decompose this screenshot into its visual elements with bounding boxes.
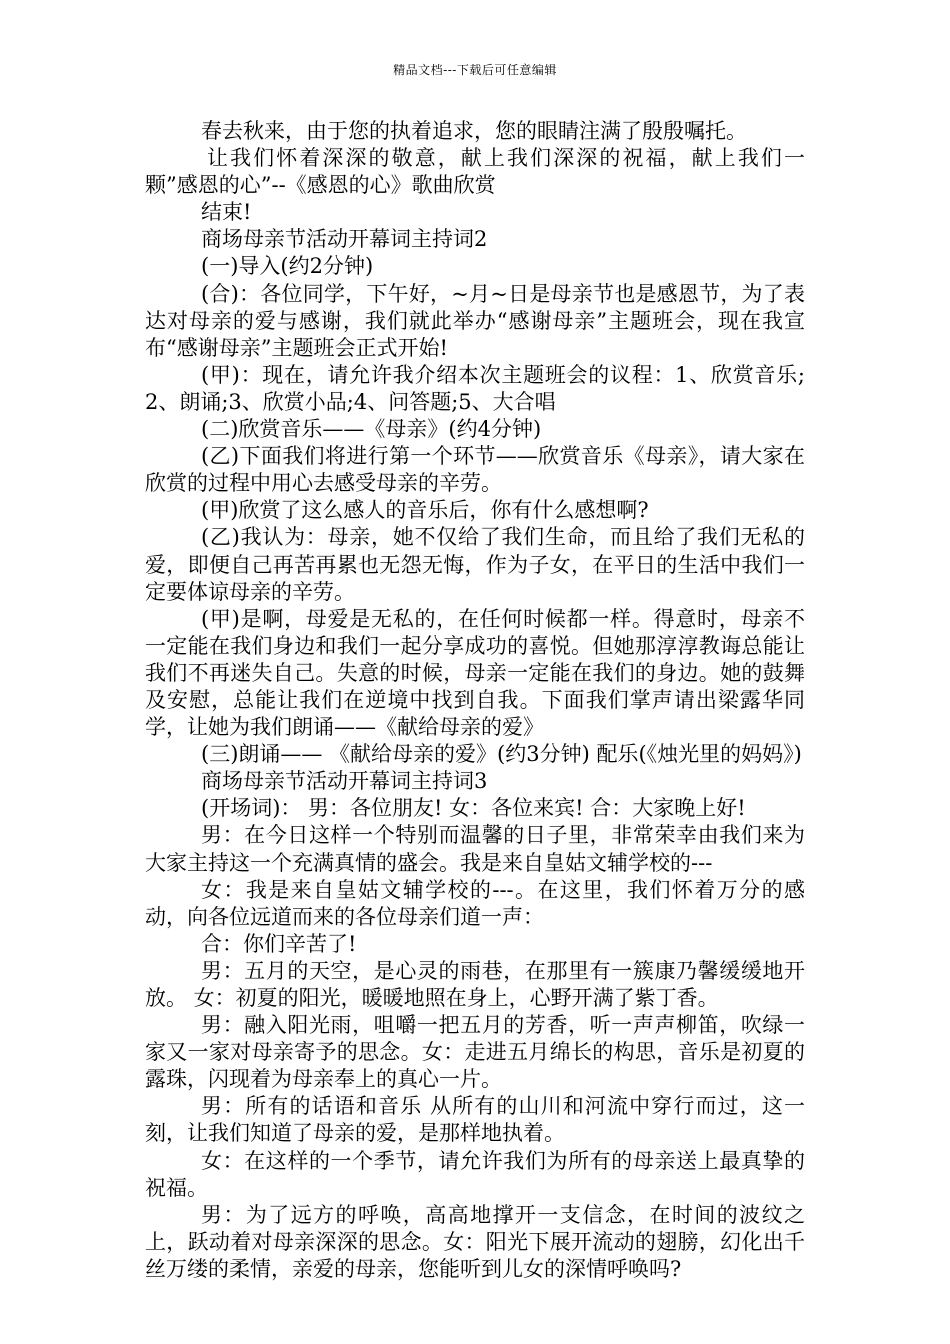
paragraph-5: (一)导入(约2分钟) <box>201 254 374 279</box>
paragraph-13: (三)朗诵—— 《献给母亲的爱》(约3分钟) 配乐(《烛光里的妈妈》) <box>201 742 802 767</box>
paragraph-11: (乙)我认为：母亲，她不仅给了我们生命，而且给了我们无私的爱，即便自己再苦再累也无怨无悔，作为子女，在平日的生活中我们一定要体谅母亲的辛劳。 <box>145 525 805 604</box>
paragraph-22: 女：在这样的一个季节，请允许我们为所有的母亲送上最真挚的祝福。 <box>145 1148 805 1200</box>
page-header: 精品文档---下载后可任意编辑 <box>393 63 557 77</box>
paragraph-19: 男：五月的天空，是心灵的雨巷，在那里有一簇康乃馨缓缓地开放。 女：初夏的阳光，暖暖地照在身上，心野开满了紫丁香。 <box>145 958 805 1010</box>
paragraph-15: (开场词)： 男：各位朋友! 女：各位来宾! 合：大家晚上好! <box>201 796 746 821</box>
paragraph-3: 结束! <box>201 200 252 225</box>
section-heading-3: 商场母亲节活动开幕词主持词3 <box>201 769 488 794</box>
section-heading-2: 商场母亲节活动开幕词主持词2 <box>201 227 488 252</box>
paragraph-6: (合)：各位同学，下午好，~月~日是母亲节也是感恩节，为了表达对母亲的爱与感谢，我们就此举办“感谢母亲”主题班会，现在我宣布“感谢母亲”主题班会正式开始! <box>145 281 805 360</box>
paragraph-18: 合：你们辛苦了! <box>201 931 357 956</box>
paragraph-1: 春去秋来，由于您的执着追求，您的眼睛注满了殷殷嘱托。 <box>201 119 747 143</box>
paragraph-7: (甲)：现在，请允许我介绍本次主题班会的议程：1、欣赏音乐;2、朗诵;3、欣赏小品;4、问答题;5、大合唱 <box>145 362 805 414</box>
paragraph-2: 让我们怀着深深的敬意，献上我们深深的祝福，献上我们一颗”感恩的心”--《感恩的心》歌曲欣赏 <box>145 146 805 198</box>
paragraph-16: 男：在今日这样一个特别而温馨的日子里，非常荣幸由我们来为大家主持这一个充满真情的盛会。我是来自皇姑文辅学校的--- <box>145 823 805 875</box>
paragraph-20: 男：融入阳光雨，咀嚼一把五月的芳香，听一声声柳笛，吹绿一家又一家对母亲寄予的思念。女：走进五月绵长的构思，音乐是初夏的露珠，闪现着为母亲奉上的真心一片。 <box>145 1013 805 1092</box>
paragraph-9: (乙)下面我们将进行第一个环节——欣赏音乐《母亲》，请大家在欣赏的过程中用心去感受母亲的辛劳。 <box>145 444 805 496</box>
paragraph-21: 男：所有的话语和音乐 从所有的山川和河流中穿行而过，这一刻，让我们知道了母亲的爱，是那样地执着。 <box>145 1094 805 1146</box>
paragraph-17: 女：我是来自皇姑文辅学校的---。在这里，我们怀着万分的感动，向各位远道而来的各位母亲们道一声： <box>145 877 805 929</box>
paragraph-12: (甲)是啊，母爱是无私的，在任何时候都一样。得意时，母亲不一定能在我们身边和我们一起分享成功的喜悦。但她那淳淳教诲总能让我们不再迷失自己。失意的时候，母亲一定能在我们的身边。她的鼓舞及安慰，总能让我们在逆境中找到自我。下面我们掌声请出梁露华同学，让她为我们朗诵——《献给母亲的爱》 <box>145 606 805 740</box>
paragraph-10: (甲)欣赏了这么感人的音乐后，你有什么感想啊? <box>201 498 649 523</box>
document-body <box>145 118 805 1283</box>
paragraph-23: 男：为了远方的呼唤，高高地撑开一支信念，在时间的波纹之上，跃动着对母亲深深的思念。女：阳光下展开流动的翅膀，幻化出千丝万缕的柔情，亲爱的母亲，您能听到儿女的深情呼唤吗? <box>145 1202 805 1281</box>
paragraph-8: (二)欣赏音乐——《母亲》(约4分钟) <box>201 417 542 442</box>
